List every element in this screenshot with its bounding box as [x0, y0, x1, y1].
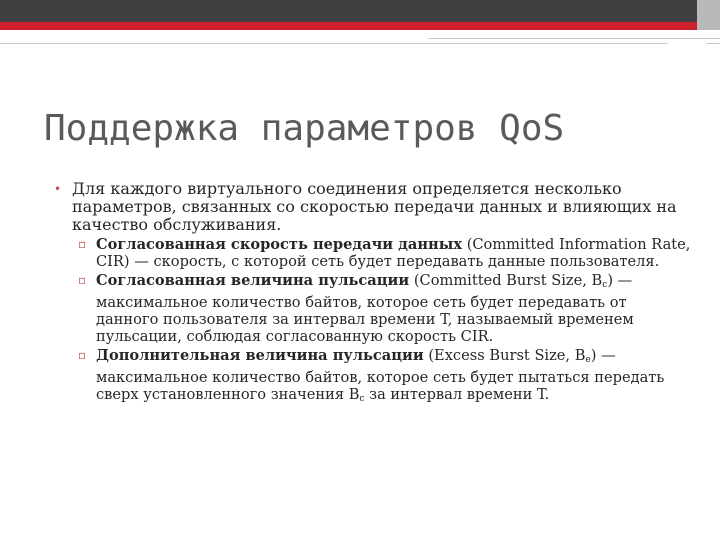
- term-bc: Согласованная величина пульсации: [96, 272, 410, 289]
- desc-cir: (Committed Information Rate, CIR) — скорость, с которой сеть будет передавать данные пользователя.: [96, 236, 691, 270]
- subscript-c-2: c: [359, 394, 365, 404]
- desc-be-c: за интервал времени T.: [364, 386, 550, 403]
- desc-bc-a: (Committed Burst Size, B: [409, 272, 603, 289]
- term-cir: Согласованная скорость передачи данных: [96, 236, 463, 253]
- main-bullet-text: Для каждого виртуального соединения определяется несколько параметров, связанных со скоростью передачи данных и влияющих на качество обслуживания.: [72, 179, 677, 234]
- desc-bc-b: ) — максимальное количество байтов, которое сеть будет передавать от данного пользователя за интервал времени T, называемый временем пульсации, соблюдая согласованную скорость CIR.: [96, 272, 634, 345]
- desc-be-b: ) — максимальное количество байтов, которое сеть будет пытаться передать сверх установленного значения B: [96, 347, 665, 403]
- sub-bullet-cir: [52, 236, 692, 270]
- divider-line-middle: [0, 43, 668, 44]
- divider-line-short: [706, 43, 720, 44]
- desc-be-a: (Excess Burst Size, B: [423, 347, 586, 364]
- bullet-dot-icon: •: [54, 182, 62, 196]
- bullet-square-icon: ▫: [78, 348, 87, 362]
- slide-content: [52, 180, 692, 408]
- bullet-square-icon: ▫: [78, 273, 87, 287]
- top-bar-dark: [0, 0, 720, 22]
- sub-bullet-be: [52, 347, 692, 408]
- main-bullet: [52, 180, 692, 234]
- sub-bullet-bc: [52, 272, 692, 345]
- top-bar-red: [0, 22, 720, 30]
- divider-line-top: [428, 38, 720, 39]
- term-be: Дополнительная величина пульсации: [96, 347, 424, 364]
- top-bar-notch: [697, 0, 720, 30]
- subscript-c: c: [602, 280, 608, 290]
- bullet-square-icon: ▫: [78, 237, 87, 251]
- subscript-e: e: [585, 355, 591, 365]
- slide-title: Поддержка параметров QoS: [44, 108, 565, 149]
